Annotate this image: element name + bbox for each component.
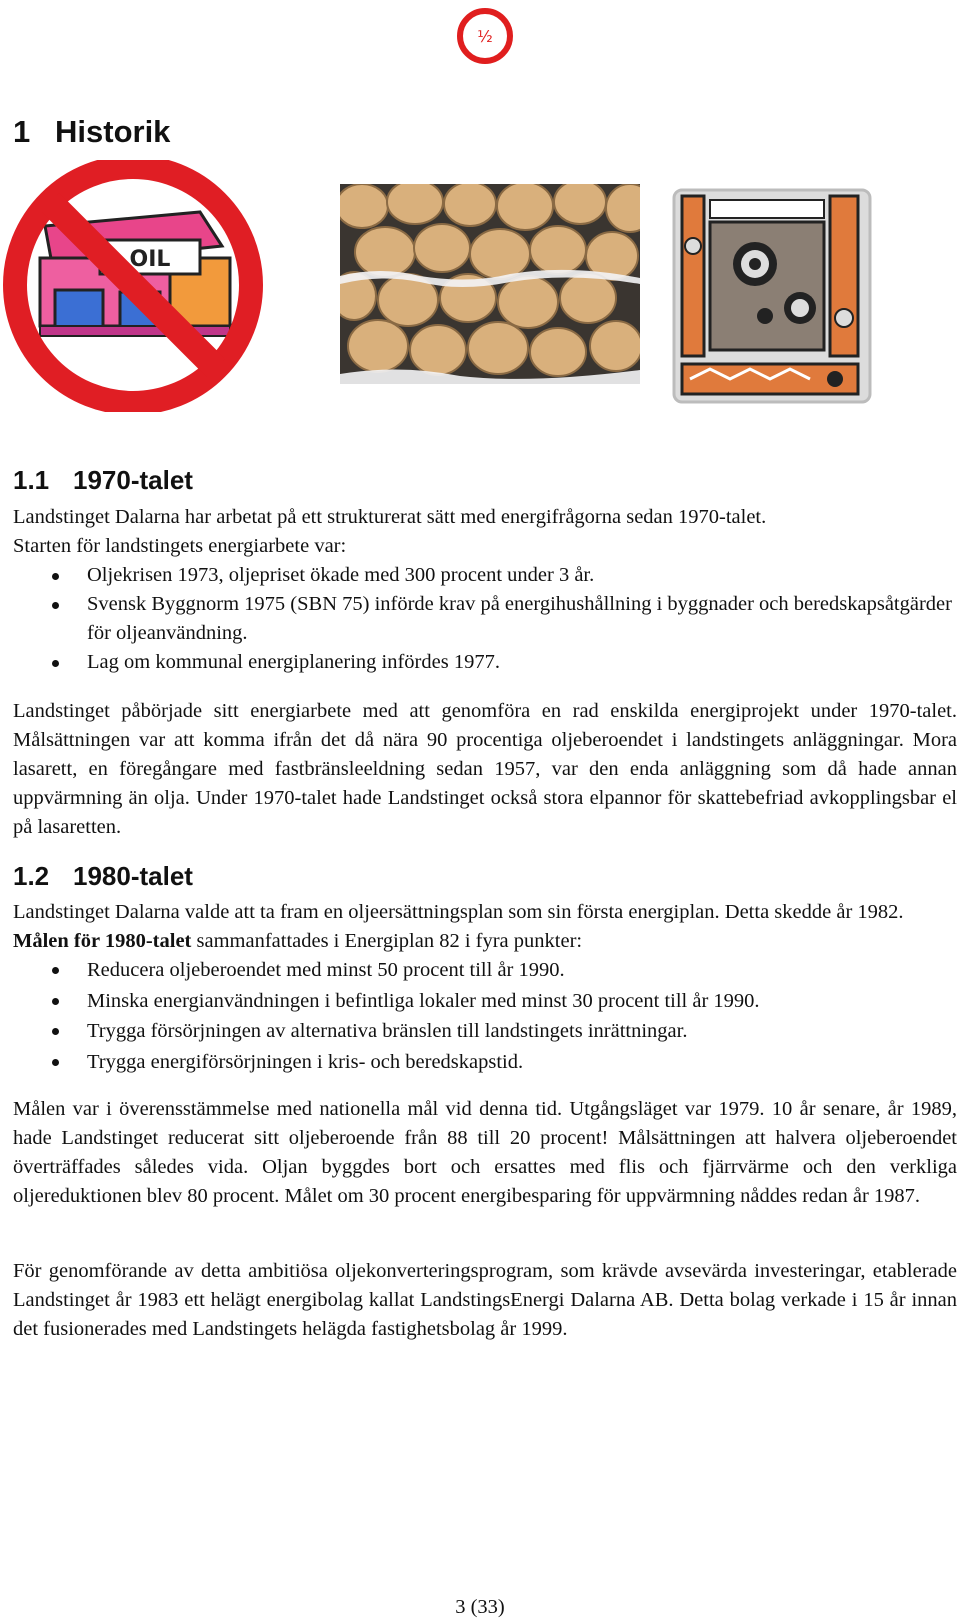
list-item: Lag om kommunal energiplanering infördes 1977. [13,648,957,677]
section-heading-1980 [13,859,193,893]
list-item: Svensk Byggnorm 1975 (SBN 75) införde krav på energihushållning i byggnader och beredskapsåtgärder för oljeanvändning. [13,590,957,648]
intro-text: Landstinget Dalarna valde att ta fram en oljeersättningsplan som sin första energiplan. Detta skedde år 1982. [13,901,904,923]
bullet-list-1970 [13,561,957,677]
paragraph-1970: Landstinget påbörjade sitt energiarbete med att genomföra en rad enskilda energiprojekt under 1970-talet. Målsättningen var att komma ifrån det då nära 90 procentiga oljeberoendet i landstingets anläggningar. Mora lasarett, en föregångare med fastbränsleeldning sedan 1957, var den enda anläggning som då hade annan uppvärmning än olja. Under 1970-talet hade Landstinget också stora elpannor för skattebefriad avkopplingsbar el på lasaretten. [13,700,957,838]
section-title: Historik [55,114,171,149]
intro-bold-text: Målen för 1980-talet [13,930,192,952]
page-title [13,112,170,152]
logo-text: ½ [477,27,493,46]
text-line: Starten för landstingets energiarbete var: [13,535,347,557]
firewood-photo [340,184,640,384]
paragraph-goals: Målen var i överensstämmelse med nationella mål vid denna tid. Utgångsläget var 1979. 10 år senare, år 1989, hade Landstinget reducerat sitt oljeberoende från 88 till 20 procent! Målsättningen att halvera oljeberoendet överträffades således vida. Oljan byggdes bort och ersattes med flis och fjärrvärme och den verkliga oljereduktionen blev 80 procent. Målet om 30 procent energibesparing för uppvärmning nåddes redan år 1987. [13,1098,957,1207]
section-number: 1 [13,114,31,149]
list-item: Minska energianvändningen i befintliga lokaler med minst 30 procent till år 1990. [13,986,957,1017]
list-item: Trygga energiförsörjningen i kris- och beredskapstid. [13,1047,957,1078]
paragraph-program: För genomförande av detta ambitiösa oljekonverteringsprogram, som krävde avsevärda investeringar, etablerade Landstinget år 1983 ett helägt energibolag kallat LandstingsEnergi Dalarna AB. Detta bolag verkade i 15 år innan det fusionerades med Landstingets helägda fastighetsbolag år 1999. [13,1260,957,1340]
intro-text-end: sammanfattades i Energiplan 82 i fyra punkter: [191,930,583,952]
oil-sign-text: OIL [129,247,171,272]
bullet-list-1980 [13,955,957,1077]
page-number: 3 (33) [455,1596,505,1618]
half-logo-icon [455,6,515,66]
section-number: 1.1 [13,465,50,495]
section-title: 1980-talet [73,861,193,891]
list-item: Oljekrisen 1973, oljepriset ökade med 300 procent under 3 år. [13,561,957,590]
section-number: 1.2 [13,861,50,891]
text-line: Landstinget Dalarna har arbetat på ett strukturerat sätt med energifrågorna sedan 1970-talet. [13,506,767,528]
no-oil-icon [0,160,270,412]
intro-paragraph [13,503,957,561]
section-title: 1970-talet [73,465,193,495]
gears-machine-illustration [670,186,876,406]
intro-paragraph-1980 [13,898,957,956]
section-heading-1970 [13,463,193,497]
list-item: Reducera oljeberoendet med minst 50 procent till år 1990. [13,955,957,986]
list-item: Trygga försörjningen av alternativa bränslen till landstingets inrättningar. [13,1016,957,1047]
